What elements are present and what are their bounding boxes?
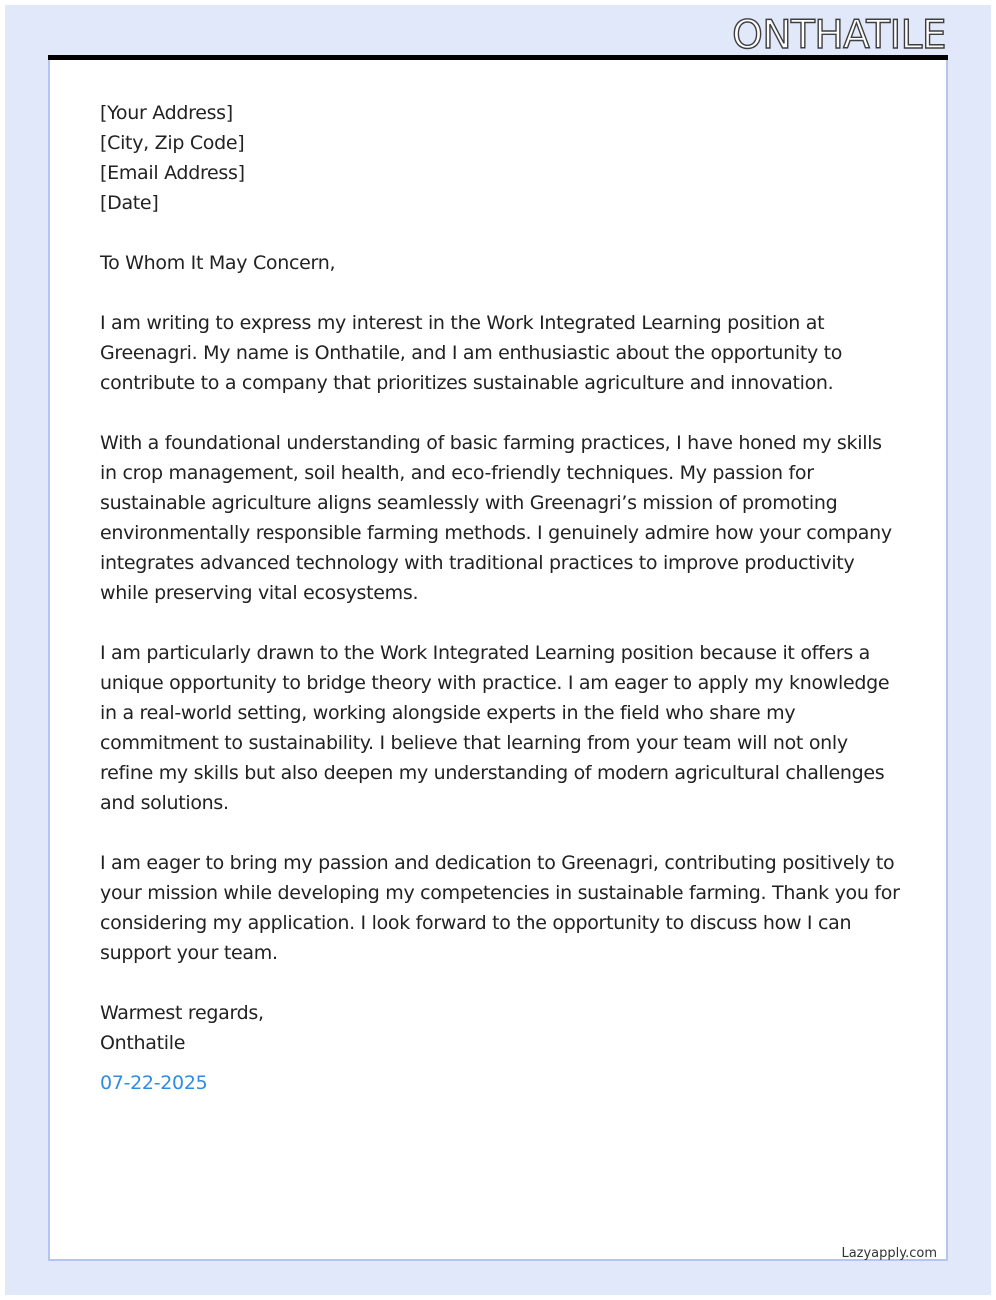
address-block (100, 98, 900, 218)
closing-phrase: Warmest regards, (100, 1002, 264, 1024)
brand-name: ONTHATILE (732, 13, 946, 58)
paragraph-skills: With a foundational understanding of basic farming practices, I have honed my skills in crop management, soil health, and eco-friendly techniques. My passion for sustainable agriculture aligns seamlessly with Greenagri’s mission of promoting environmentally responsible farming methods. I genuinely admire how your company integrates advanced technology with traditional practices to improve productivity while preserving vital ecosystems. (100, 432, 892, 604)
city-zip-line: [City, Zip Code] (100, 132, 245, 154)
letter-body (100, 98, 900, 1098)
address-line: [Your Address] (100, 102, 233, 124)
salutation: To Whom It May Concern, (100, 252, 336, 274)
email-line: [Email Address] (100, 162, 245, 184)
footer-credit: Lazyapply.com (841, 1246, 937, 1261)
paragraph-motivation: I am particularly drawn to the Work Integrated Learning position because it offers a unique opportunity to bridge theory with practice. I am eager to apply my knowledge in a real-world setting, working alongside experts in the field who share my commitment to sustainability. I believe that learning from your team will not only refine my skills but also deepen my understanding of modern agricultural challenges and solutions. (100, 642, 890, 814)
paragraph-intro: I am writing to express my interest in the Work Integrated Learning position at Greenagri. My name is Onthatile, and I am enthusiastic about the opportunity to contribute to a company that prioritizes sustainable agriculture and innovation. (100, 312, 843, 394)
signature-name: Onthatile (100, 1032, 186, 1054)
letter-date: 07-22-2025 (100, 1072, 208, 1094)
closing-block (100, 998, 900, 1058)
date-placeholder-line: [Date] (100, 192, 159, 214)
paragraph-conclusion: I am eager to bring my passion and dedication to Greenagri, contributing positively to your mission while developing my competencies in sustainable farming. Thank you for considering my application. I look forward to the opportunity to discuss how I can support your team. (100, 852, 900, 964)
